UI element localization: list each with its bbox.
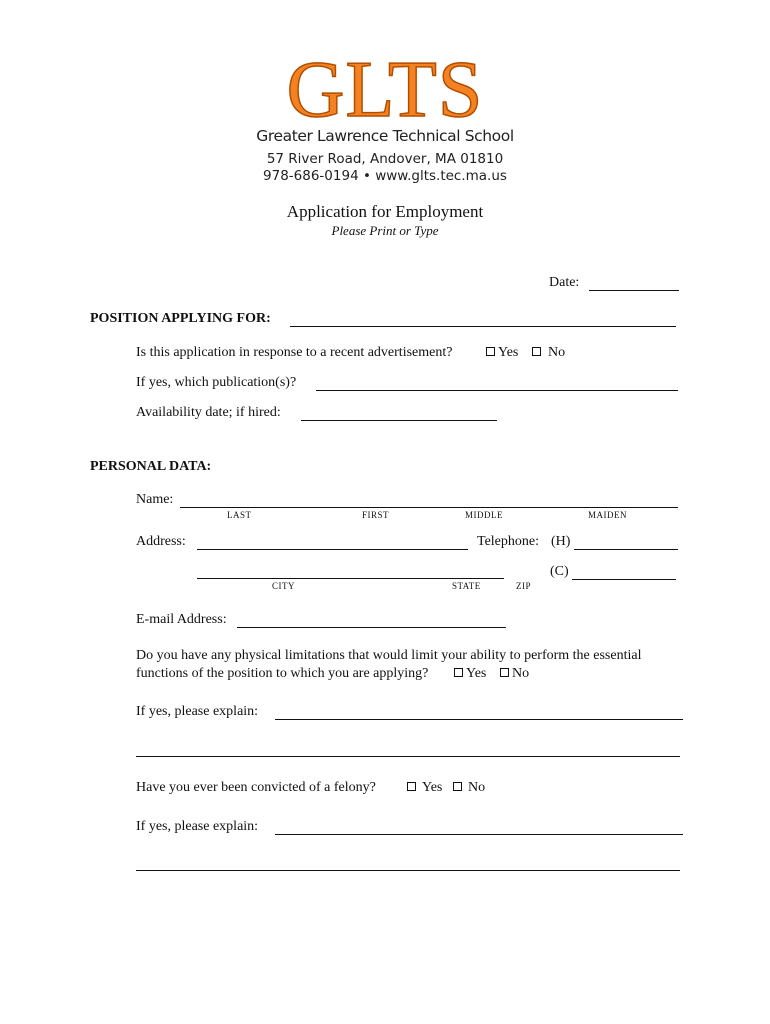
cell-phone-field[interactable] [572,579,676,580]
felony-explain-label: If yes, please explain: [136,819,259,834]
personal-data-heading: PERSONAL DATA: [90,459,212,474]
availability-label: Availability date; if hired: [136,405,281,420]
address-sublabel-zip: ZIP [516,581,531,591]
felony-explain-field-2[interactable] [136,870,680,871]
glts-logo: GLTS [286,46,484,134]
no-label: No [512,666,530,681]
no-label: No [468,780,486,795]
felony-yes-option[interactable] [407,780,442,796]
felony-no-checkbox[interactable] [453,782,462,791]
name-sublabel-first: FIRST [362,510,390,520]
yes-label: Yes [498,345,519,360]
position-label: POSITION APPLYING FOR: [90,311,271,326]
limitations-explain-label: If yes, please explain: [136,704,259,719]
limitations-question-line1: Do you have any physical limitations that would limit your ability to perform the essential [136,648,642,663]
home-phone-label: (H) [551,534,571,549]
advertisement-no-option[interactable] [532,345,565,361]
felony-no-option[interactable] [453,780,485,796]
yes-label: Yes [466,666,487,681]
email-field[interactable] [237,627,506,628]
limitations-explain-field-2[interactable] [136,756,680,757]
advertisement-question: Is this application in response to a recent advertisement? [136,345,453,360]
limitations-explain-field-1[interactable] [275,719,683,720]
advertisement-yes-option[interactable] [486,345,518,361]
telephone-label: Telephone: [477,534,539,549]
email-label: E-mail Address: [136,612,227,627]
date-field[interactable] [589,290,679,291]
name-sublabel-middle: MIDDLE [465,510,503,520]
advertisement-yes-checkbox[interactable] [486,347,495,356]
availability-field[interactable] [301,420,497,421]
advertisement-no-checkbox[interactable] [532,347,541,356]
address-street-field[interactable] [197,549,468,550]
felony-question: Have you ever been convicted of a felony? [136,780,376,795]
felony-explain-field-1[interactable] [275,834,683,835]
publication-label: If yes, which publication(s)? [136,375,297,390]
cell-phone-label: (C) [550,564,569,579]
name-sublabel-maiden: MAIDEN [588,510,627,520]
limitations-no-option[interactable] [500,666,529,682]
date-label: Date: [549,275,580,290]
limitations-no-checkbox[interactable] [500,668,509,677]
address-sublabel-city: CITY [272,581,295,591]
form-subtitle: Please Print or Type [331,223,439,238]
name-sublabel-last: LAST [227,510,252,520]
form-title: Application for Employment [286,202,484,221]
address-city-field[interactable] [197,578,504,579]
limitations-question-line2: functions of the position to which you are applying? [136,666,429,681]
limitations-yes-option[interactable] [454,666,486,682]
school-name: Greater Lawrence Technical School [256,127,514,145]
yes-label: Yes [422,780,443,795]
school-address: 57 River Road, Andover, MA 01810 [266,151,504,167]
address-sublabel-state: STATE [452,581,481,591]
position-field[interactable] [290,326,676,327]
home-phone-field[interactable] [574,549,678,550]
felony-yes-checkbox[interactable] [407,782,416,791]
name-label: Name: [136,492,174,507]
publication-field[interactable] [316,390,678,391]
no-label: No [548,345,566,360]
name-field[interactable] [180,507,678,508]
address-label: Address: [136,534,186,549]
school-contact: 978-686-0194 • www.glts.tec.ma.us [263,168,507,184]
limitations-yes-checkbox[interactable] [454,668,463,677]
